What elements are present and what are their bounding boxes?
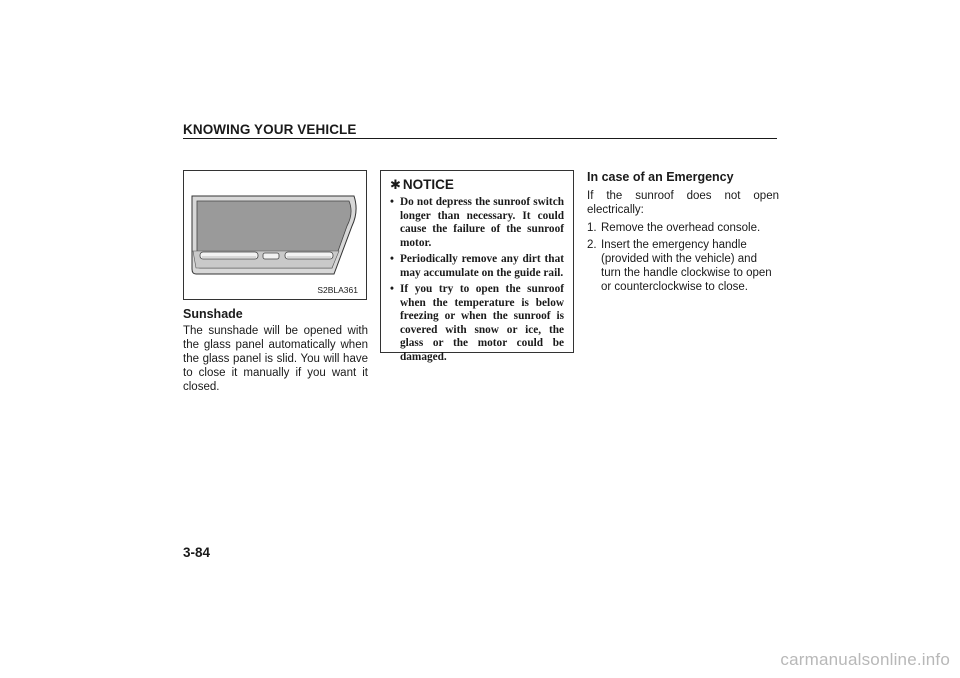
emergency-intro: If the sunroof does not open electrically: xyxy=(587,190,779,216)
notice-item-text: If you try to open the sunroof when the temperature is below freezing or when the sunroof is covered with snow or ice, the glass or the motor could be damaged. xyxy=(400,283,564,363)
bullet-icon: • xyxy=(390,283,394,295)
notice-item-text: Periodically remove any dirt that may accumulate on the guide rail. xyxy=(400,253,564,279)
sunshade-section xyxy=(183,307,368,394)
step-text: Insert the emergency handle (provided with the vehicle) and turn the handle clockwise to open or counterclockwise to close. xyxy=(601,239,772,293)
sunshade-heading: Sunshade xyxy=(183,307,243,321)
notice-list xyxy=(390,196,564,364)
bullet-icon: • xyxy=(390,196,394,208)
header-divider xyxy=(183,138,777,139)
emergency-step xyxy=(587,238,779,294)
sunroof-figure xyxy=(183,170,367,300)
notice-item xyxy=(390,253,564,280)
emergency-steps xyxy=(587,221,779,294)
sunshade-body: The sunshade will be opened with the glass panel automatically when the glass panel is slid. You will have to close it manually if you want it closed. xyxy=(183,325,368,393)
emergency-section xyxy=(587,170,779,297)
step-text: Remove the overhead console. xyxy=(601,222,761,234)
section-title: KNOWING YOUR VEHICLE xyxy=(183,122,357,137)
bullet-icon: • xyxy=(390,253,394,265)
notice-heading: NOTICE xyxy=(402,177,454,192)
step-number: 2. xyxy=(587,239,597,251)
notice-item xyxy=(390,196,564,250)
step-number: 1. xyxy=(587,222,597,234)
notice-star-icon: ✱ xyxy=(390,177,401,192)
emergency-step xyxy=(587,221,779,235)
sunroof-sunshade-illustration xyxy=(184,171,368,301)
watermark: carmanualsonline.info xyxy=(780,650,950,669)
figure-code: S2BLA361 xyxy=(317,285,358,295)
emergency-heading: In case of an Emergency xyxy=(587,170,734,184)
notice-item-text: Do not depress the sunroof switch longer than necessary. It could cause the failure of the sunroof motor. xyxy=(400,196,564,249)
notice-box xyxy=(380,170,574,363)
notice-item xyxy=(390,283,564,364)
page-number: 3-84 xyxy=(183,545,211,560)
notice-heading-row xyxy=(390,177,564,193)
